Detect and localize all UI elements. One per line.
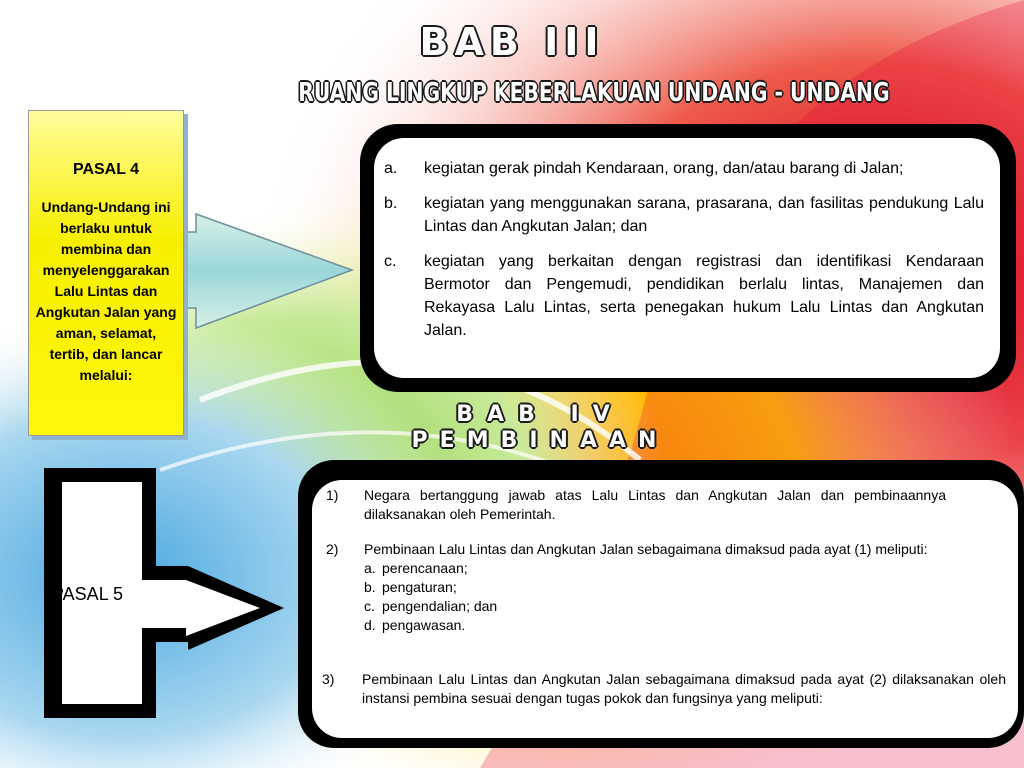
list-item [384,250,984,342]
list-item [326,540,1002,635]
sub-list-item [364,559,1002,578]
arrow-right-icon [182,212,356,332]
item-text: kegiatan yang berkaitan dengan registrasi dan identifikasi Kendaraan Bermotor dan Pengemudi, pendidikan berlalu lintas, Manajemen dan Rekayasa Lalu Lintas, serta penegakan hukum Lalu Lintas dan Angkutan Jalan. [424,253,984,339]
item-marker: b. [384,195,398,212]
sub-item-text: pengawasan. [382,617,466,633]
sub-list [364,559,1002,635]
item-marker: 1) [326,487,339,503]
bab4-subtitle: PEMBINAAN [411,428,669,453]
item-text: Pembinaan Lalu Lintas dan Angkutan Jalan sebagaimana dimaksud pada ayat (1) meliputi: [364,541,928,557]
sub-item-text: perencanaan; [382,560,468,576]
sub-list-item [364,597,1002,616]
sub-item-text: pengaturan; [382,579,457,595]
sub-item-text: pengendalian; dan [382,598,498,614]
item-marker: c. [384,253,397,270]
sub-item-marker: d. [364,617,376,633]
item-text: Pembinaan Lalu Lintas dan Angkutan Jalan sebagaimana dimaksud pada ayat (2) dilaksanakan oleh instansi pembina sesuai dengan tugas pokok dan fungsinya yang meliputi: [362,671,1006,706]
pasal4-items-list [384,157,984,354]
item-marker: a. [384,160,398,177]
sub-item-marker: c. [364,598,375,614]
item-marker: 2) [326,541,339,557]
list-item [326,486,946,524]
item-text: kegiatan gerak pindah Kendaraan, orang, dan/atau barang di Jalan; [424,160,904,177]
bab3-title: BAB III [419,20,605,64]
pasal4-box [28,110,184,436]
list-item [384,157,984,180]
item-text: Negara bertanggung jawab atas Lalu Lintas dan Angkutan Jalan dan pembinaannya dilaksanakan oleh Pemerintah. [364,487,946,522]
pasal4-title: PASAL 4 [72,161,140,178]
sub-list-item [364,616,1002,635]
sub-item-marker: a. [364,560,376,576]
list-item [384,192,984,238]
pasal5-title: PASAL 5 [52,584,124,604]
bab3-subtitle: RUANG LINGKUP KEBERLAKUAN UNDANG - UNDANG [298,78,890,108]
list-item [322,670,1006,708]
sub-list-item [364,578,1002,597]
pasal4-text: Undang-Undang ini berlaku untuk membina dan menyelenggarakan Lalu Lintas dan Angkutan Jalan yang aman, selamat, tertib, dan lancar melalui: [35,199,177,383]
item-marker: 3) [322,671,335,687]
item-text: kegiatan yang menggunakan sarana, prasarana, dan fasilitas pendukung Lalu Lintas dan Angkutan Jalan; dan [424,195,984,235]
bab4-title: BAB IV [456,402,624,427]
sub-item-marker: b. [364,579,376,595]
